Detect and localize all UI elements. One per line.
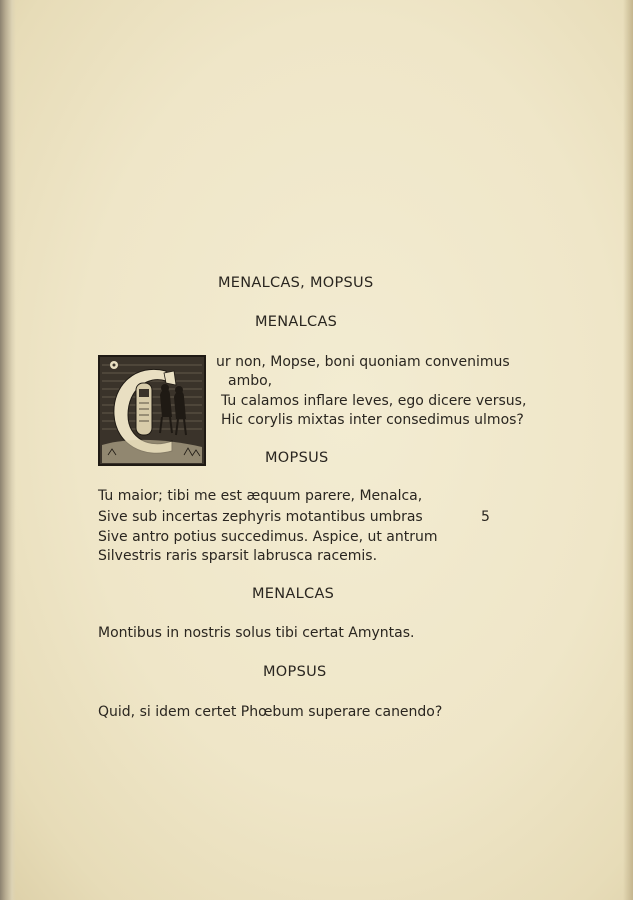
verse-line: Sive sub incertas zephyris motantibus umbras xyxy=(98,509,423,525)
verse-line: ambo, xyxy=(228,373,273,389)
verse-line: Montibus in nostris solus tibi certat Amyntas. xyxy=(98,625,415,641)
book-spine xyxy=(0,0,16,900)
decorated-initial-c xyxy=(98,355,206,466)
line-number: 5 xyxy=(481,509,490,525)
speaker-heading-mopsus: MOPSUS xyxy=(265,450,329,466)
verse-line: Hic corylis mixtas inter consedimus ulmos? xyxy=(221,412,524,428)
page-edge xyxy=(623,0,633,900)
poem-title: MENALCAS, MOPSUS xyxy=(218,275,374,291)
verse-line: ur non, Mopse, boni quoniam convenimus xyxy=(216,354,510,370)
speaker-heading-mopsus: MOPSUS xyxy=(263,664,327,680)
verse-line: Tu maior; tibi me est æquum parere, Menalca, xyxy=(98,488,423,504)
speaker-heading-menalcas: MENALCAS xyxy=(255,314,338,330)
verse-line: Sive antro potius succedimus. Aspice, ut antrum xyxy=(98,529,438,545)
verse-line: Quid, si idem certet Phœbum superare canendo? xyxy=(98,704,443,720)
verse-line: Silvestris raris sparsit labrusca racemis. xyxy=(98,548,378,564)
verse-line: Tu calamos inflare leves, ego dicere versus, xyxy=(221,393,527,409)
speaker-heading-menalcas: MENALCAS xyxy=(252,586,335,602)
